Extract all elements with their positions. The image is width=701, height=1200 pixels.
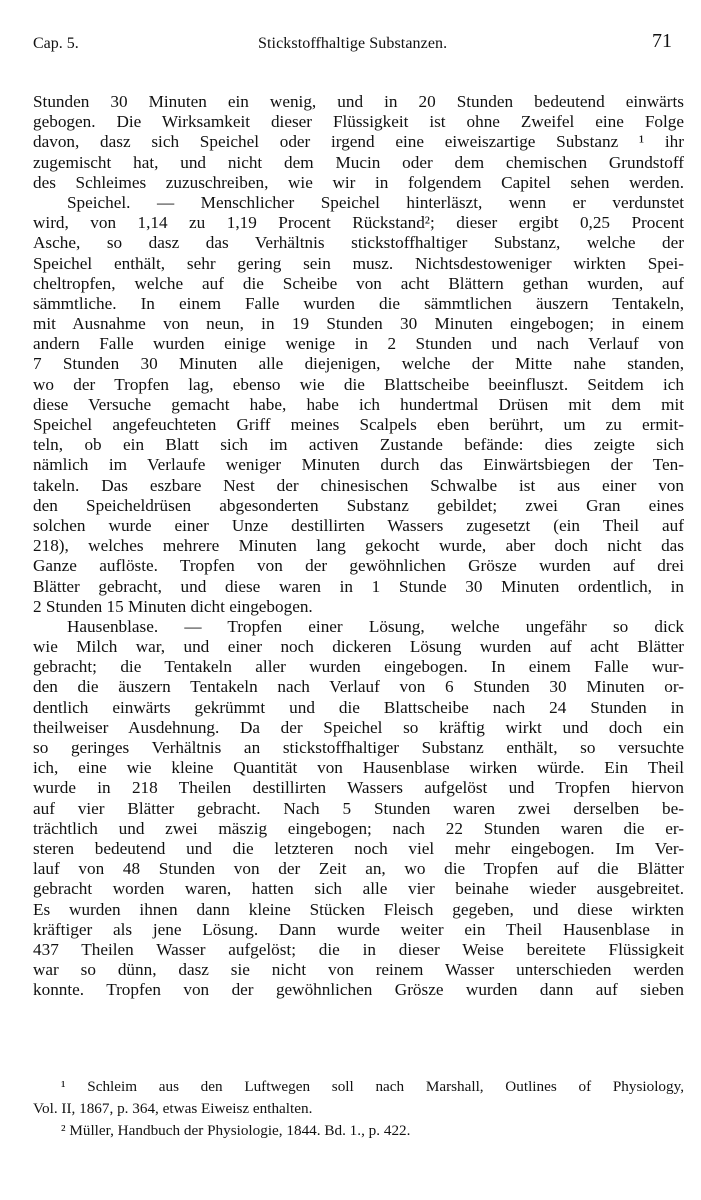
text-line: nämlich im Verlaufe weniger Minuten durch das Einwärtsbiegen der Ten- [33,455,684,475]
text-line: gebogen. Die Wirksamkeit dieser Flüssigkeit ist ohne Zweifel eine Folge [33,112,684,132]
text-line: gebracht; die Tentakeln aller wurden eingebogen. In einem Falle wur- [33,657,684,677]
text-line: 7 Stunden 30 Minuten alle diejenigen, welche der Mitte nahe standen, [33,354,684,374]
text-line: solchen wurde einer Unze destillirten Wassers zugesetzt (ein Theil auf [33,515,684,535]
text-line: 2 Stunden 15 Minuten dicht eingebogen. [33,596,313,616]
footnote-line: ¹ Schleim aus den Luftwegen soll nach Marshall, Outlines of Physiology, [61,1078,684,1095]
text-line: Speichel angefeuchteten Griff meines Scalpels eben berührt, um zu ermit- [33,415,684,434]
text-line: konnte. Tropfen von der gewöhnlichen Grösze wurden dann auf sieben [33,980,684,1000]
text-line: 218), welches mehrere Minuten lang gekocht wurde, aber doch nicht das [33,536,684,556]
text-line: 437 Theilen Wasser aufgelöst; die in dieser Weise bereitete Flüssigkeit [33,939,684,959]
text-line: so geringes Verhältnis an stickstoffhaltiger Substanz enthält, so versuchte [33,738,684,757]
text-line: steren bedeutend und die letzteren noch viel mehr eingebogen. Im Ver- [33,838,684,858]
text-line: takeln. Das eszbare Nest der chinesischen Schwalbe ist aus einer von [33,475,684,495]
text-line: cheltropfen, welche auf die Scheibe von acht Blättern gethan wurden, auf [33,273,684,293]
footnotes [33,1076,684,1142]
text-line: diese Versuche gemacht habe, habe ich hundertmal Drüsen mit dem mit [33,394,684,414]
footnote-line: ² Müller, Handbuch der Physiologie, 1844. Bd. 1., p. 422. [61,1122,411,1139]
text-line: Hausenblase. — Tropfen einer Lösung, welche ungefähr so dick [67,616,684,636]
footnote-line: Vol. II, 1867, p. 364, etwas Eiweisz enthalten. [33,1100,313,1117]
text-line: sämmtliche. In einem Falle wurden die sämmtlichen äuszern Tentakeln, [33,293,684,313]
text-line: ich, eine wie kleine Quantität von Hausenblase wirken würde. Ein Theil [33,758,684,778]
text-line: mit Ausnahme von neun, in 19 Stunden 30 Minuten eingebogen; in einem [33,314,684,334]
text-line: dentlich einwärts gekrümmt und die Blattscheibe nach 24 Stunden in [33,697,684,717]
text-line: zugemischt hat, und nicht dem Mucin oder dem chemischen Grundstoff [33,152,684,172]
text-line: lauf von 48 Stunden von der Zeit an, wo die Tropfen auf die Blätter [33,859,684,879]
running-header [33,30,684,56]
text-line: trächtlich und zwei mäszig eingebogen; nach 22 Stunden waren die er- [33,818,684,838]
text-line: den Speicheldrüsen abgesonderten Substanz gebildet; zwei Gran eines [33,495,684,515]
text-line: teln, ob ein Blatt sich im activen Zustande befände: dies zeigte sich [33,435,684,455]
text-line: davon, dasz sich Speichel oder irgend eine eiweiszartige Substanz ¹ ihr [33,132,684,152]
text-line: des Schleimes zuzuschreiben, wie wir in folgendem Capitel sehen werden. [33,172,684,192]
text-line: Speichel enthält, sehr gering sein musz. Nichtsdestoweniger wirkten Spei- [33,253,684,273]
body-text [33,92,684,1000]
text-line: auf vier Blätter gebracht. Nach 5 Stunden waren zwei derselben be- [33,798,684,818]
text-line: Asche, so dasz das Verhältnis stickstoffhaltiger Substanz, welche der [33,233,684,253]
text-line: theilweiser Ausdehnung. Da der Speichel so kräftig wirkt und doch ein [33,717,684,737]
text-line: Es wurden ihnen dann kleine Stücken Fleisch gegeben, und diese wirkten [33,899,684,919]
text-line: wie Milch war, und einer noch dickeren Lösung wurden auf acht Blätter [33,637,684,657]
text-line: kräftiger als jene Lösung. Dann wurde weiter ein Theil Hausenblase in [33,919,684,939]
text-line: wo der Tropfen lag, ebenso wie die Blattscheibe beeinfluszt. Seitdem ich [33,374,684,394]
text-line: Ganze auflöste. Tropfen von der gewöhnlichen Grösze wurden auf drei [33,556,684,576]
chapter-label: Cap. 5. [33,35,79,52]
text-line: den die äuszern Tentakeln nach Verlauf von 6 Stunden 30 Minuten or- [33,677,684,697]
text-line: gebracht worden waren, hatten sich alle vier beinahe wieder ausgebreitet. [33,879,684,899]
page-number: 71 [652,30,672,52]
text-line: wird, von 1,14 zu 1,19 Procent Rückstand²; dieser ergibt 0,25 Procent [33,213,684,233]
text-line: Speichel. — Menschlicher Speichel hinterläszt, wenn er verdunstet [67,192,684,212]
text-line: andern Falle wurden einige wenige in 2 Stunden und nach Verlauf von [33,334,684,354]
running-title: Stickstoffhaltige Substanzen. [258,35,448,52]
text-line: Stunden 30 Minuten ein wenig, und in 20 Stunden bedeutend einwärts [33,92,684,111]
text-line: Blätter gebracht, und diese waren in 1 Stunde 30 Minuten ordentlich, in [33,576,684,596]
text-line: wurde in 218 Theilen destillirten Wassers aufgelöst und Tropfen hiervon [33,778,684,798]
text-line: war so dünn, dasz sie nicht von reinem Wasser unterschieden werden [33,960,684,980]
